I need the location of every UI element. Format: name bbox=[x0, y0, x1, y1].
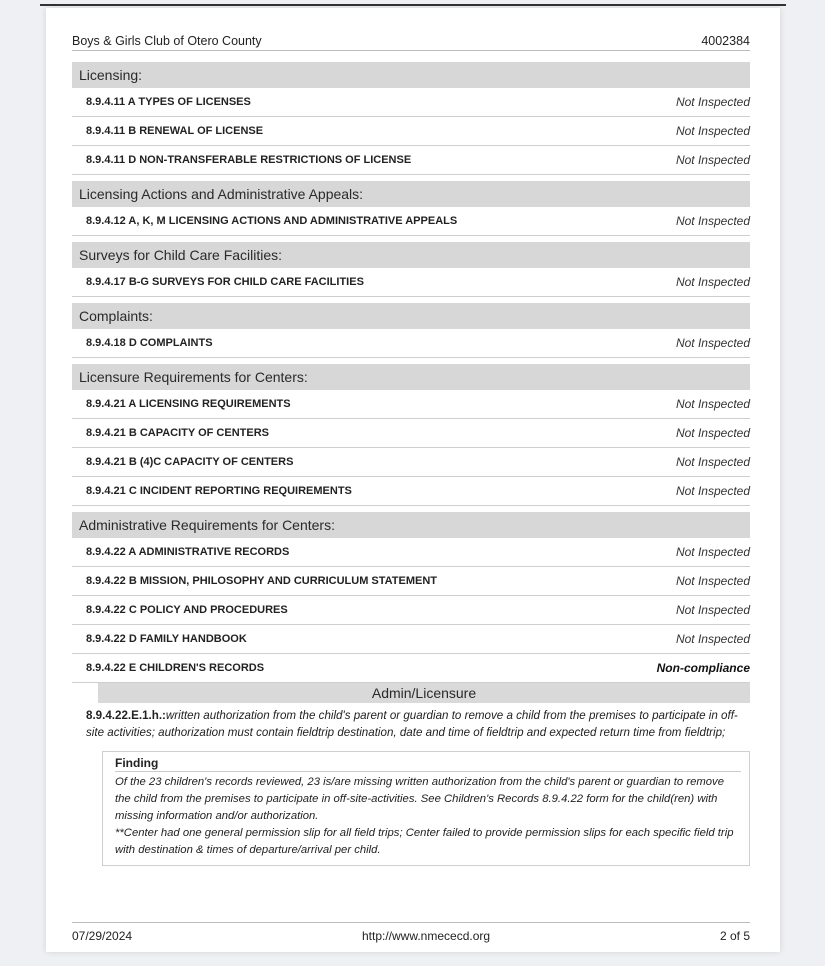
inspection-status: Not Inspected bbox=[675, 603, 750, 617]
regulation-code: 8.9.4.22 D FAMILY HANDBOOK bbox=[86, 633, 247, 645]
finding-note: **Center had one general permission slip for all field trips; Center failed to provide permission slips for each specific field trip with destination & times of departure/arrival per child. bbox=[115, 827, 734, 856]
regulation-code: 8.9.4.12 A, K, M LICENSING ACTIONS AND ADMINISTRATIVE APPEALS bbox=[86, 215, 458, 227]
regulation-code: 8.9.4.22 C POLICY AND PROCEDURES bbox=[86, 604, 288, 616]
regulation-code: 8.9.4.22 B MISSION, PHILOSOPHY AND CURRICULUM STATEMENT bbox=[86, 575, 438, 587]
regulation-code: 8.9.4.11 A TYPES OF LICENSES bbox=[86, 96, 251, 108]
regulation-code: 8.9.4.22 E CHILDREN'S RECORDS bbox=[86, 662, 265, 674]
inspection-status: Not Inspected bbox=[675, 455, 750, 469]
page-number: 2 of 5 bbox=[719, 929, 750, 943]
inspection-status: Not Inspected bbox=[675, 124, 750, 138]
inspection-status: Not Inspected bbox=[675, 545, 750, 559]
regulation-text-block bbox=[86, 707, 750, 741]
inspection-status: Not Inspected bbox=[675, 574, 750, 588]
inspection-status: Not Inspected bbox=[675, 336, 750, 350]
regulation-row bbox=[72, 329, 750, 358]
document-header bbox=[72, 34, 750, 51]
finding-title: Finding bbox=[115, 756, 741, 772]
regulation-row bbox=[72, 207, 750, 236]
regulation-row bbox=[72, 596, 750, 625]
organization-name: Boys & Girls Club of Otero County bbox=[72, 34, 262, 48]
regulation-code: 8.9.4.22 A ADMINISTRATIVE RECORDS bbox=[86, 546, 290, 558]
regulation-row bbox=[72, 625, 750, 654]
regulation-code: 8.9.4.11 D NON-TRANSFERABLE RESTRICTIONS OF LICENSE bbox=[86, 154, 412, 166]
regulation-code: 8.9.4.21 A LICENSING REQUIREMENTS bbox=[86, 398, 291, 410]
regulation-code: 8.9.4.11 B RENEWAL OF LICENSE bbox=[86, 125, 264, 137]
top-divider bbox=[40, 4, 786, 6]
section-header: Administrative Requirements for Centers: bbox=[72, 512, 750, 538]
section-header: Licensing: bbox=[72, 62, 750, 88]
inspection-status: Not Inspected bbox=[675, 214, 750, 228]
finding-box bbox=[102, 751, 750, 866]
regulation-row bbox=[72, 268, 750, 297]
regulation-code: 8.9.4.21 B CAPACITY OF CENTERS bbox=[86, 427, 269, 439]
document-footer bbox=[72, 922, 750, 943]
footer-url[interactable]: http://www.nmececd.org bbox=[361, 929, 491, 943]
regulation-code: 8.9.4.21 B (4)C CAPACITY OF CENTERS bbox=[86, 456, 294, 468]
document-page bbox=[46, 8, 780, 952]
inspection-status: Non-compliance bbox=[656, 661, 750, 675]
section-header: Complaints: bbox=[72, 303, 750, 329]
section-header: Surveys for Child Care Facilities: bbox=[72, 242, 750, 268]
section-header: Licensure Requirements for Centers: bbox=[72, 364, 750, 390]
regulation-row bbox=[72, 419, 750, 448]
regulation-citation: 8.9.4.22.E.1.h.: bbox=[86, 709, 166, 722]
regulation-row bbox=[72, 448, 750, 477]
regulation-row bbox=[72, 146, 750, 175]
inspection-status: Not Inspected bbox=[675, 426, 750, 440]
inspection-status: Not Inspected bbox=[675, 397, 750, 411]
inspection-status: Not Inspected bbox=[675, 632, 750, 646]
detail-subheader: Admin/Licensure bbox=[98, 683, 750, 703]
regulation-code: 8.9.4.17 B-G SURVEYS FOR CHILD CARE FACILITIES bbox=[86, 276, 364, 288]
regulation-row bbox=[72, 88, 750, 117]
inspection-status: Not Inspected bbox=[675, 153, 750, 167]
inspection-content bbox=[72, 62, 750, 866]
regulation-code: 8.9.4.18 D COMPLAINTS bbox=[86, 337, 213, 349]
regulation-row bbox=[72, 390, 750, 419]
regulation-row bbox=[72, 567, 750, 596]
inspection-status: Not Inspected bbox=[675, 275, 750, 289]
regulation-row bbox=[72, 538, 750, 567]
section-header: Licensing Actions and Administrative Appeals: bbox=[72, 181, 750, 207]
regulation-row bbox=[72, 477, 750, 506]
inspection-status: Not Inspected bbox=[675, 95, 750, 109]
regulation-text: written authorization from the child's parent or guardian to remove a child from the premises to participate in off-site activities; authorization must contain fieldtrip destination, date and time of fieldtrip and expected return time from fieldtrip; bbox=[86, 709, 738, 739]
regulation-row bbox=[72, 654, 750, 683]
finding-detail bbox=[72, 683, 750, 866]
regulation-row bbox=[72, 117, 750, 146]
regulation-code: 8.9.4.21 C INCIDENT REPORTING REQUIREMENTS bbox=[86, 485, 352, 497]
footer-date: 07/29/2024 bbox=[72, 929, 133, 943]
facility-id: 4002384 bbox=[701, 34, 750, 48]
finding-text: Of the 23 children's records reviewed, 23 is/are missing written authorization from the child's parent or guardian to remove the child from the premises to participate in off-site-activities. See Children's Records 8.9.4.22 form for the child(ren) with missing information and/or authorization. bbox=[115, 776, 724, 822]
inspection-status: Not Inspected bbox=[675, 484, 750, 498]
